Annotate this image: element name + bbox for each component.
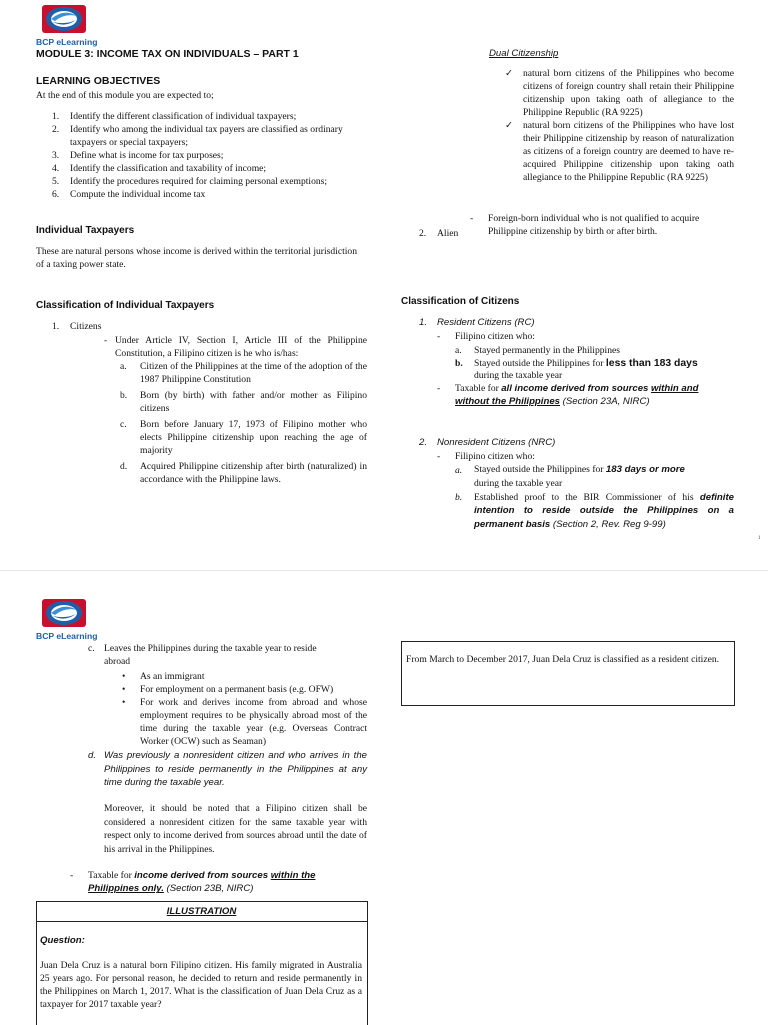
rc-lead: Filipino citizen who: (455, 331, 535, 342)
d-text: Was previously a nonresident citizen and who arrives in the Philippines to reside permanently in the Philippines at any time during the taxable year. (104, 750, 367, 789)
rc-b-post: during the taxable year (474, 370, 563, 381)
nrc-a-post: during the taxable year (474, 478, 563, 489)
brand-name: BCP eLearning (36, 37, 98, 47)
illustration-title: ILLUSTRATION (166, 906, 237, 917)
brand-name: BCP eLearning (36, 631, 98, 641)
rc-dash: - (437, 331, 441, 342)
criteria-item: c. Born before January 17, 1973 of Filipino mother who elects Philippine citizenship upon reaching the age of majority (120, 418, 367, 456)
criteria-item: b. Born (by birth) with father and/or mother as Filipino citizens (120, 389, 367, 414)
answer-text: From March to December 2017, Juan Dela Cruz is classified as a resident citizen. (406, 654, 720, 665)
c-text: Leaves the Philippines during the taxable year to reside abroad (104, 643, 317, 667)
nrc-tax-text: Taxable for income derived from sources within the Philippines only. (Section 23B, NIRC) (88, 870, 316, 895)
objective-item: 1. Identify the different classification of individual taxpayers; (52, 111, 297, 122)
illustration-divider (36, 921, 367, 922)
dual-citizenship-item: ✓ natural born citizens of the Philippines who have lost their Philippine citizenship by reason of naturalization as citizens of a foreign country are deemed to have re- acquired Philippine citizenship upon taking oath allegiance to the Philippine Republic (RA 9225) (505, 119, 734, 183)
objective-item: 3. Define what is income for tax purposes; (52, 149, 224, 161)
learning-objectives-intro: At the end of this module you are expected to; (36, 90, 214, 101)
module-title: MODULE 3: INCOME TAX ON INDIVIDUALS – PART 1 (36, 48, 299, 60)
criteria-item: d. Acquired Philippine citizenship after birth (naturalized) in accordance with the Philippine laws. (120, 460, 367, 485)
article-dash: - (104, 335, 108, 346)
alien-number: 2. (419, 228, 427, 239)
criteria-item: a. Citizen of the Philippines at the time of the adoption of the 1987 Philippine Constitution (120, 361, 367, 385)
nrc-title: Nonresident Citizens (NRC) (437, 437, 556, 448)
nrc-dash: - (437, 451, 441, 462)
dual-citizenship-list (505, 68, 734, 184)
individual-taxpayers-heading: Individual Taxpayers (36, 225, 135, 236)
nrc-a-text: Stayed outside the Philippines for 183 days or more (474, 464, 685, 475)
bullet-item: • For employment on a permanent basis (e.g. OFW) (122, 683, 334, 695)
bcp-logo (41, 4, 87, 34)
bcp-logo (41, 598, 87, 628)
page-divider (0, 570, 768, 571)
objective-item: 4. Identify the classification and taxability of income; (52, 162, 267, 174)
rc-number: 1. (419, 317, 428, 328)
question-text: Juan Dela Cruz is a natural born Filipino citizen. His family migrated in Australia 25 years ago. For personal reason, he decided to return and reside permanently in the Philippines on March 1, 2017. What is the classification of Juan Dela Cruz as a taxpayer for 2017 taxable year? (40, 960, 362, 1010)
citizen-criteria-list (120, 361, 367, 486)
alien-text: Foreign-born individual who is not qualified to acquire Philippine citizenship by birth or after birth. (488, 213, 700, 237)
bullet-item: • As an immigrant (122, 671, 205, 682)
question-label: Question: (40, 935, 85, 946)
nrc-lead: Filipino citizen who: (455, 451, 535, 462)
nrc-b-letter: b. (455, 492, 463, 503)
rc-title: Resident Citizens (RC) (437, 317, 535, 328)
citizens-number: 1. (52, 321, 60, 332)
dual-citizenship-heading: Dual Citizenship (489, 48, 559, 59)
learning-objectives-list (52, 111, 362, 202)
rc-a-letter: a. (455, 345, 462, 356)
c-letter: c. (88, 643, 95, 654)
rc-b-letter: b. (455, 358, 463, 369)
nrc-tax-dash: - (70, 870, 74, 881)
bullet-item: • For work and derives income from abroad and whose employment requires to be physically abroad most of the time during the taxable year (e.g. Overseas Contract Worker (OCW) such as Seaman) (122, 696, 367, 747)
nrc-number: 2. (419, 437, 428, 448)
objective-item: 6. Compute the individual income tax (52, 188, 206, 200)
d-letter: d. (88, 750, 97, 761)
rc-a-text: Stayed permanently in the Philippines (474, 345, 621, 356)
rc-tax-dash: - (437, 383, 441, 394)
alien-label: Alien (437, 228, 459, 239)
classification-citizens-heading: Classification of Citizens (401, 296, 520, 307)
rc-b-text: Stayed outside the Philippines for less than 183 days (474, 358, 698, 369)
objective-item: 5. Identify the procedures required for claiming personal exemptions; (52, 175, 328, 187)
rc-tax-text: Taxable for all income derived from sources within and without the Philippines (Section 23A, NIRC) (455, 383, 699, 408)
dual-citizenship-item: ✓ natural born citizens of the Philippines who become citizens of foreign country shall retain their Philippine citizenship upon taking oath of allegiance to the Philippine Republic (RA 9225) (505, 68, 734, 118)
abroad-bullets (122, 671, 367, 749)
citizens-label: Citizens (70, 321, 102, 332)
objective-item: 2. Identify who among the individual tax payers are classified as ordinary taxpayers or special taxpayers; (52, 123, 343, 148)
classification-individual-heading: Classification of Individual Taxpayers (36, 300, 215, 311)
answer-box (401, 641, 735, 706)
moreover-text: Moreover, it should be noted that a Filipino citizen shall be considered a nonresident citizen for the same taxable year with respect only to income derived from sources abroad until the date of his arrival in the Philippines. (104, 803, 367, 855)
alien-dash: - (470, 213, 474, 224)
learning-objectives-heading: LEARNING OBJECTIVES (36, 75, 161, 87)
individual-taxpayers-text: These are natural persons whose income is derived within the territorial jurisdiction of a taxing power state. (36, 246, 358, 270)
page-number: 1 (758, 536, 761, 541)
article-text: Under Article IV, Section I, Article III of the Philippine Constitution, a Filipino citizen is he who is/has: (115, 335, 367, 359)
nrc-a-letter: a. (455, 465, 463, 476)
nrc-b-text: Established proof to the BIR Commissioner of his definite intention to reside outside the Philippines on a permanent basis (Section 2, Rev. Reg 9-99) (474, 492, 734, 530)
